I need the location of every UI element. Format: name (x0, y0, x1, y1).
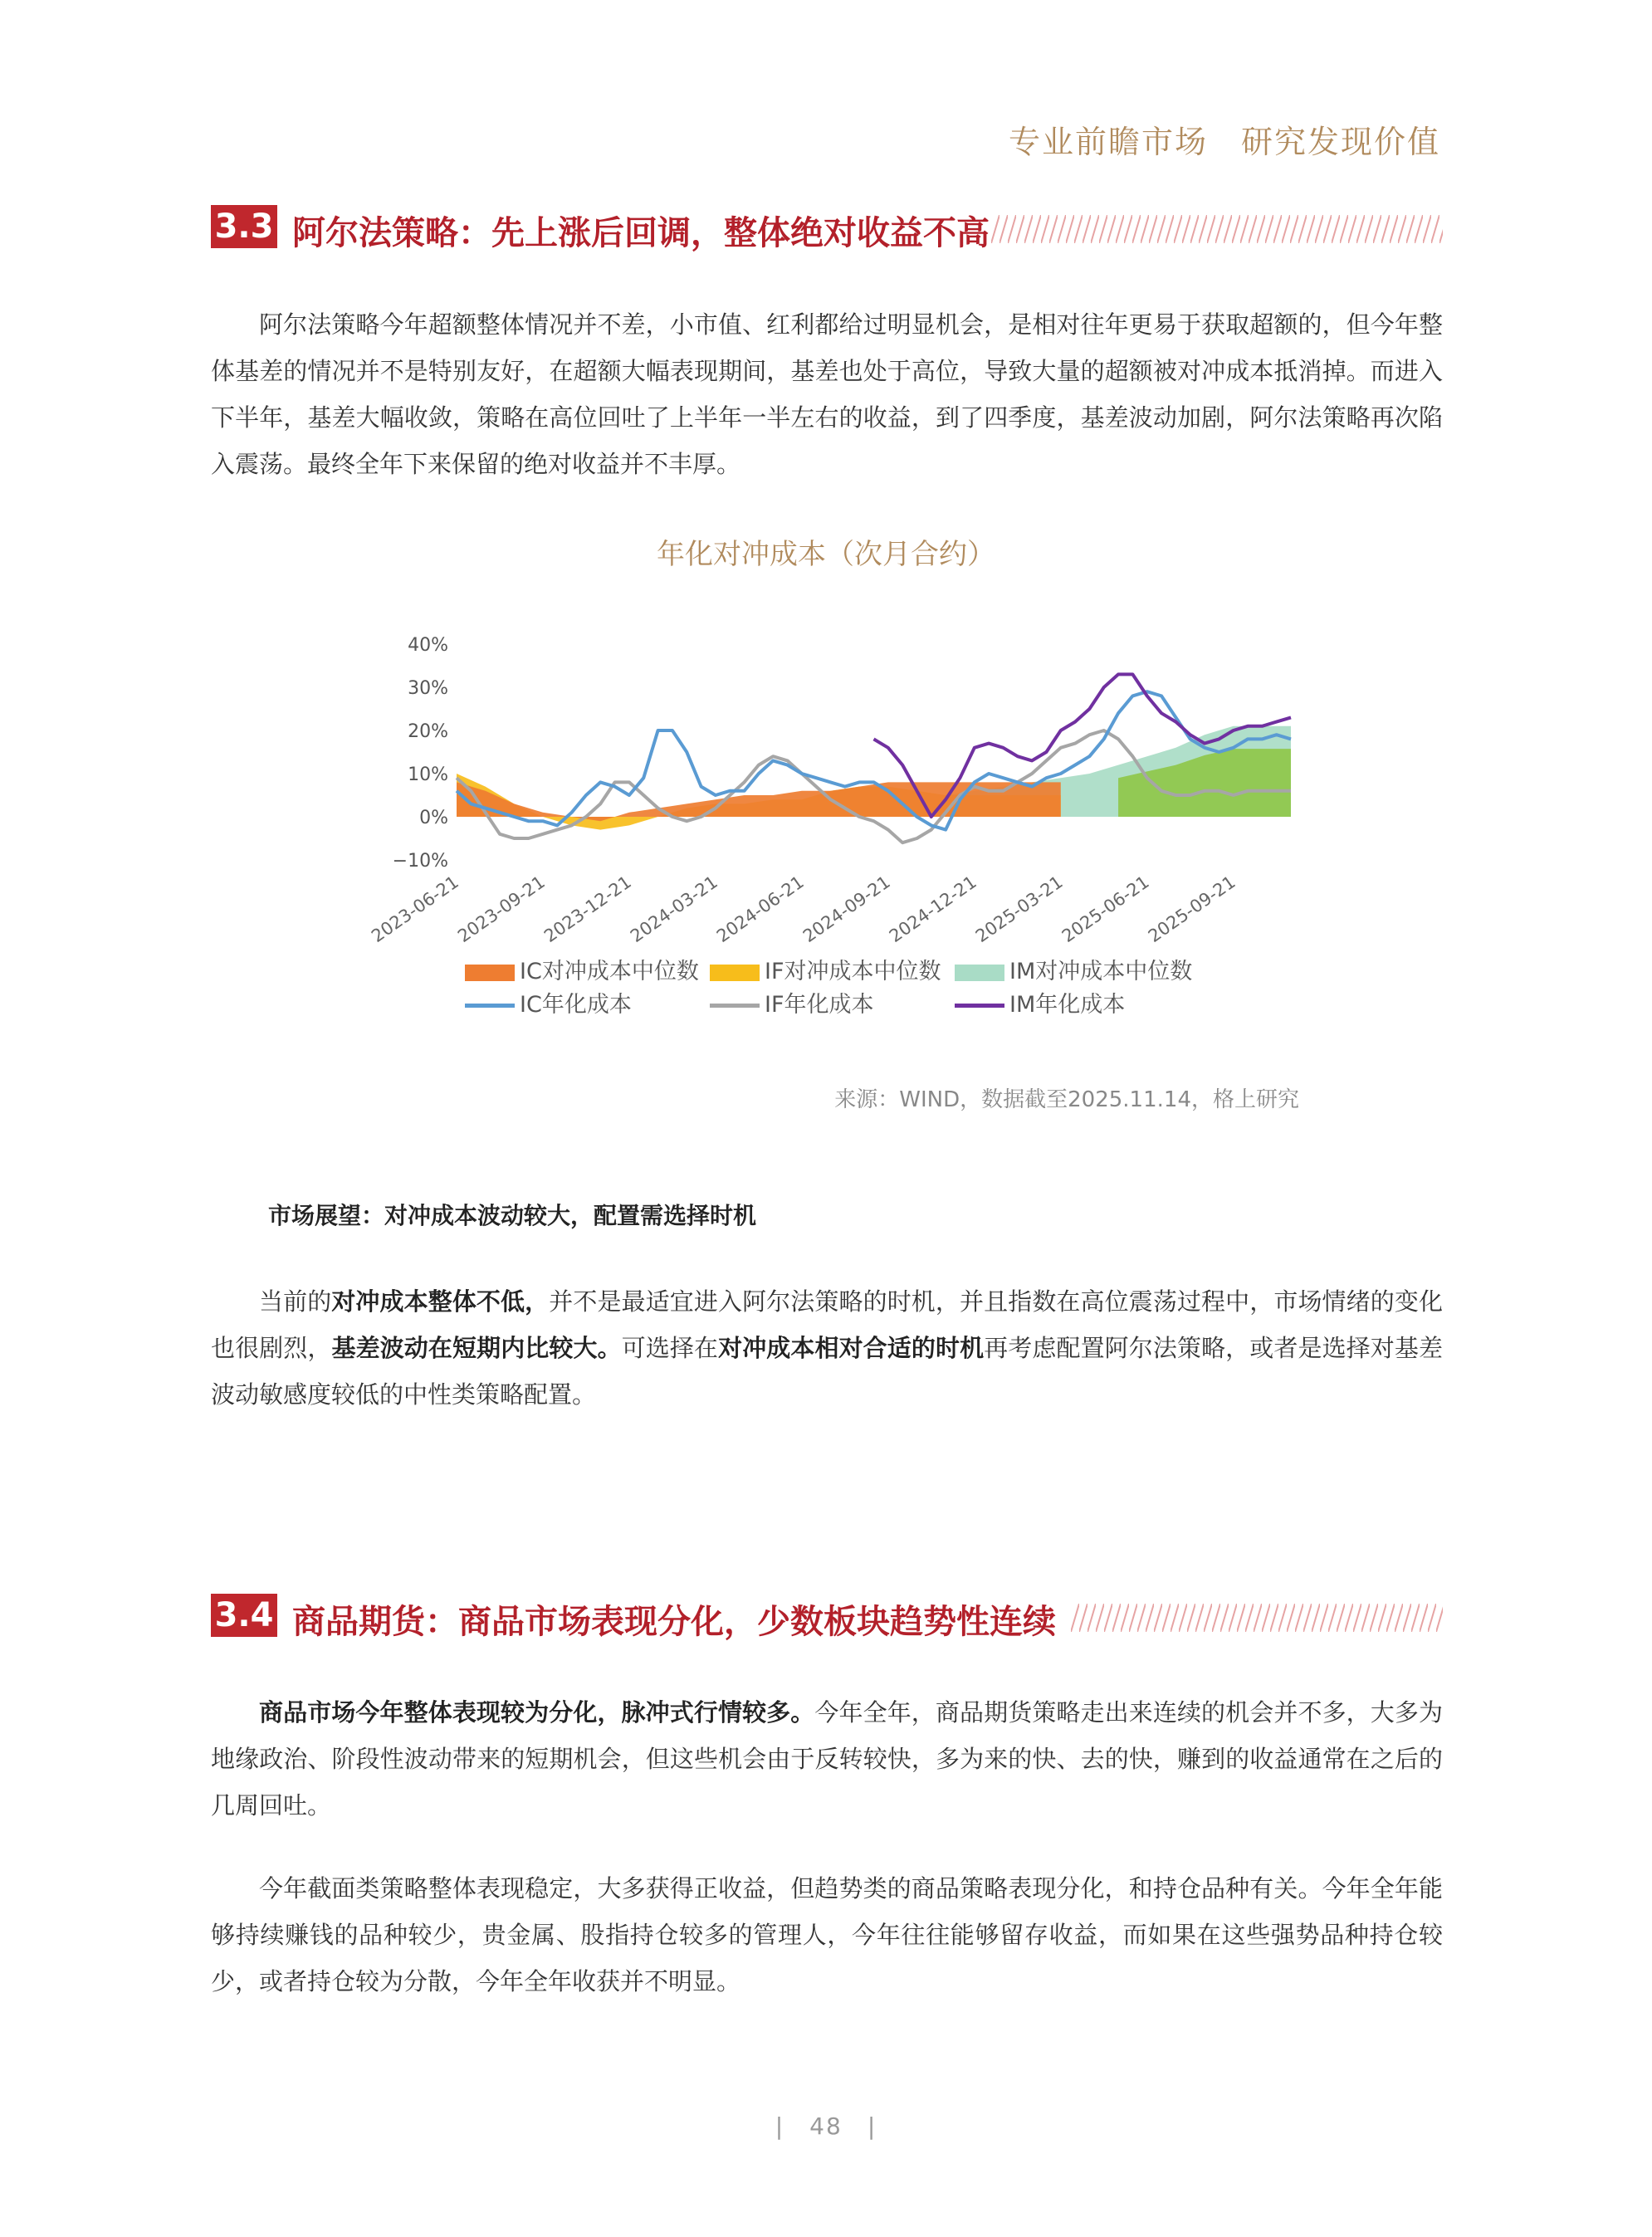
y-tick-label: −10% (392, 851, 448, 872)
hatch-decoration (1071, 1604, 1443, 1632)
x-tick-label: 2024-09-21 (799, 872, 894, 947)
outlook-heading: 市场展望：对冲成本波动较大，配置需选择时机 (268, 1202, 757, 1229)
section-number: 3.4 (211, 1594, 277, 1637)
x-tick-label: 2024-03-21 (627, 872, 721, 947)
x-tick-label: 2024-12-21 (885, 872, 980, 947)
hatch-decoration (991, 215, 1443, 243)
legend-swatch (465, 1004, 515, 1008)
y-tick-label: 10% (408, 764, 448, 785)
section-3-3-heading (211, 205, 1443, 255)
legend-swatch (465, 965, 515, 981)
chart-title: 年化对冲成本（次月合约） (657, 538, 995, 571)
y-tick-label: 0% (419, 808, 448, 828)
legend-item-if-line (710, 986, 874, 1018)
legend-swatch (710, 1004, 760, 1008)
chart-source: 来源：WIND，数据截至2025.11.14，格上研究 (834, 1087, 1299, 1112)
outlook-text: 并不是最适宜进入阿尔法策略的时机，并且指数在高位震荡过程中，市场情绪的变化也很剧烈， (211, 1287, 1443, 1362)
legend-label: IC对冲成本中位数 (520, 959, 699, 984)
lead-text: 今年全年，商品期货策略走出来连续的机会并不多，大多为地缘政治、阶段性波动带来的短期机会，但这些机会由于反转较快，多为来的快、去的快，赚到的收益通常在之后的几周回吐。 (211, 1698, 1443, 1819)
section-3-4-heading (211, 1594, 1443, 1644)
x-tick-label: 2023-09-21 (454, 872, 549, 947)
legend-label: IM对冲成本中位数 (1009, 959, 1193, 984)
section-3-4-paragraph-2: 今年截面类策略整体表现稳定，大多获得正收益，但趋势类的商品策略表现分化，和持仓品种有关。今年全年能够持续赚钱的品种较少，贵金属、股指持仓较多的管理人，今年往往能够留存收益，而如果在这些强势品种持仓较少，或者持仓较为分散，今年全年收获并不明显。 (211, 1874, 1443, 1995)
y-tick-label: 40% (408, 635, 448, 656)
outlook-text: 当前的 (259, 1287, 332, 1316)
legend-item-im-median (955, 953, 1192, 985)
legend-label: IC年化成本 (520, 992, 632, 1018)
outlook-bold: 基差波动在短期内比较大。 (331, 1334, 622, 1362)
chart-legend (465, 953, 1295, 1019)
section-3-4-paragraph-1 (211, 1689, 1443, 1829)
lead-bold: 商品市场今年整体表现较为分化，脉冲式行情较多。 (259, 1698, 815, 1727)
legend-swatch (955, 965, 1004, 981)
legend-label: IM年化成本 (1009, 992, 1126, 1018)
legend-swatch (955, 1004, 1004, 1008)
legend-item-ic-median (465, 953, 699, 985)
y-tick-label: 20% (408, 721, 448, 742)
outlook-text: 可选择在 (621, 1334, 719, 1362)
outlook-bold: 对冲成本整体不低， (331, 1287, 550, 1316)
section-title: 阿尔法策略：先上涨后回调，整体绝对收益不高 (292, 214, 990, 252)
legend-label: IF年化成本 (765, 992, 874, 1018)
x-tick-label: 2023-06-21 (368, 872, 462, 947)
x-tick-label: 2023-12-21 (540, 872, 635, 947)
area-series (457, 726, 1291, 830)
y-tick-label: 30% (408, 678, 448, 699)
outlook-bold: 对冲成本相对合适的时机 (718, 1334, 985, 1362)
x-tick-label: 2025-06-21 (1058, 872, 1153, 947)
y-axis (393, 635, 448, 872)
section-number: 3.3 (211, 205, 277, 248)
x-tick-label: 2025-09-21 (1144, 872, 1239, 947)
x-tick-label: 2025-03-21 (971, 872, 1067, 947)
header-slogan: 专业前瞻市场 研究发现价值 (1008, 124, 1440, 160)
outlook-text: 再考虑配置阿尔法策略，或者是选择对基差波动敏感度较低的中性类策略配置。 (211, 1334, 1443, 1409)
outlook-paragraph (211, 1278, 1443, 1418)
page-number: | 48 | (775, 2112, 877, 2140)
section-title: 商品期货：商品市场表现分化，少数板块趋势性连续 (292, 1603, 1056, 1641)
legend-item-im-line (955, 986, 1125, 1018)
legend-label: IF对冲成本中位数 (765, 959, 941, 984)
section-3-3-paragraph: 阿尔法策略今年超额整体情况并不差，小市值、红利都给过明显机会，是相对往年更易于获取超额的，但今年整体基差的情况并不是特别友好，在超额大幅表现期间，基差也处于高位，导致大量的超额被对冲成本抵消掉。而进入下半年，基差大幅收敛，策略在高位回吐了上半年一半左右的收益，到了四季度，基差波动加剧，阿尔法策略再次陷入震荡。最终全年下来保留的绝对收益并不丰厚。 (211, 310, 1443, 478)
legend-item-if-median (710, 953, 941, 985)
x-tick-label: 2024-06-21 (712, 872, 808, 947)
x-axis (368, 872, 1239, 946)
legend-swatch (710, 965, 760, 981)
legend-item-ic-line (465, 986, 632, 1018)
